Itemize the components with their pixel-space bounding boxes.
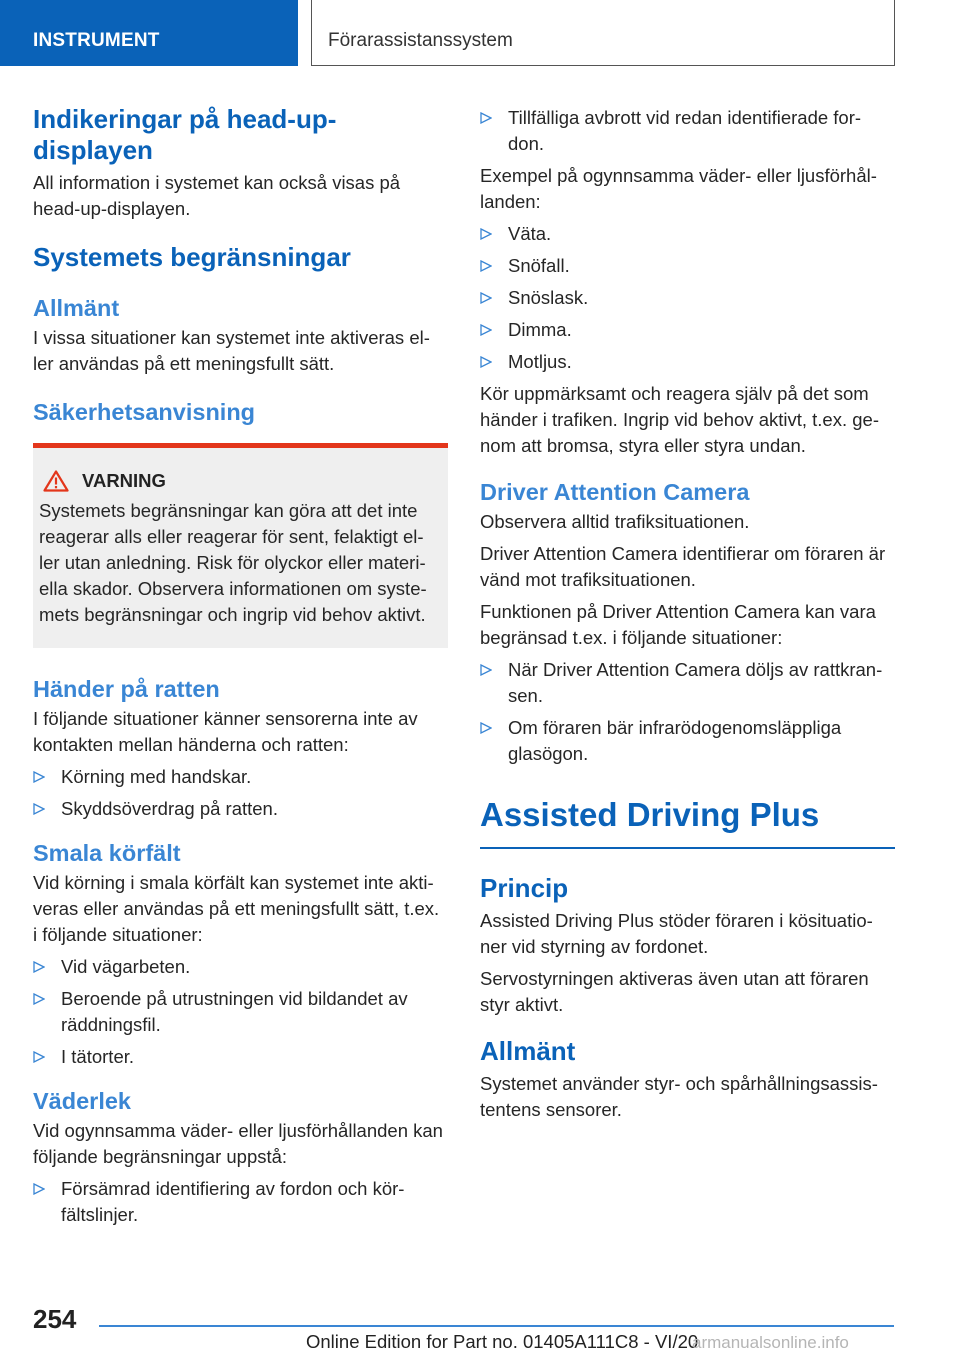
- list-weather: [33, 1176, 448, 1228]
- paragraph-weather: Vid ogynnsamma väder- eller ljusförhållanden kan följande begränsningar uppstå:: [33, 1120, 443, 1167]
- bullet-icon: [33, 803, 45, 815]
- heading-hands-on-wheel: Händer på ratten: [33, 676, 220, 702]
- bullet-icon: [480, 664, 492, 676]
- bullet-icon: [480, 260, 492, 272]
- watermark-text: armanualsonline.info: [692, 1333, 849, 1352]
- paragraph-attention: Kör uppmärksamt och reagera själv på det som händer i trafiken. Ingrip vid behov aktivt, t.ex. ge-nom att bromsa, styra eller styra undan.: [480, 383, 879, 456]
- heading-system-limits: Systemets begränsningar: [33, 242, 351, 272]
- warning-text: Systemets begränsningar kan göra att det inte reagerar alls eller reagerar för sent, felaktigt el-ler utan anledning. Risk för olyckor eller materi-ella skador. Observera informationen om syste-mets begränsningar och ingrip vid behov aktivt.: [39, 500, 427, 625]
- warning-header: [39, 468, 441, 494]
- heading-principle: Princip: [480, 873, 569, 903]
- list-item: Tillfälliga avbrott vid redan identifierade for-don.: [480, 105, 895, 157]
- heading-general-2: Allmänt: [480, 1036, 576, 1066]
- list-examples: [480, 221, 895, 375]
- bullet-icon: [33, 961, 45, 973]
- warning-box: [33, 443, 448, 648]
- heading-assisted-driving-plus: Assisted Driving Plus: [480, 796, 820, 833]
- page-header: [0, 0, 960, 66]
- left-column: [33, 104, 448, 1234]
- paragraph-camera-2: Driver Attention Camera identifierar om föraren är vänd mot trafiksituationen.: [480, 543, 886, 590]
- list-item: Snöslask.: [480, 285, 895, 311]
- section-tab: [0, 0, 298, 66]
- heading-headup-display: Indikeringar på head-up-displayen: [33, 104, 337, 165]
- section-title: INSTRUMENT: [33, 30, 160, 51]
- list-item: Försämrad identifiering av fordon och kör-fältslinjer.: [33, 1176, 448, 1228]
- chapter-tab: [311, 0, 895, 66]
- bullet-icon: [33, 993, 45, 1005]
- bullet-icon: [480, 228, 492, 240]
- bullet-icon: [480, 722, 492, 734]
- right-column: [480, 105, 895, 1129]
- list-item: Snöfall.: [480, 253, 895, 279]
- list-item: Motljus.: [480, 349, 895, 375]
- bullet-icon: [480, 324, 492, 336]
- list-item: När Driver Attention Camera döljs av rattkran-sen.: [480, 657, 895, 709]
- list-item: Dimma.: [480, 317, 895, 343]
- footer-rule: [99, 1325, 894, 1327]
- bullet-icon: [480, 112, 492, 124]
- paragraph-examples: Exempel på ogynnsamma väder- eller ljusförhål-landen:: [480, 165, 877, 212]
- bullet-icon: [33, 771, 45, 783]
- list-item: Körning med handskar.: [33, 764, 448, 790]
- heading-rule: [480, 847, 895, 849]
- page-footer: [0, 1296, 960, 1362]
- list-item: Väta.: [480, 221, 895, 247]
- list-weather-continued: [480, 105, 895, 157]
- warning-triangle-icon: [43, 470, 69, 492]
- heading-safety-note: Säkerhetsanvisning: [33, 399, 256, 425]
- heading-narrow-lanes: Smala körfält: [33, 840, 181, 866]
- bullet-icon: [33, 1051, 45, 1063]
- list-hands: [33, 764, 448, 822]
- edition-text: Online Edition for Part no. 01405A111C8 - VI/20: [306, 1331, 699, 1352]
- list-camera: [480, 657, 895, 767]
- paragraph-hands: I följande situationer känner sensorerna inte av kontakten mellan händerna och ratten:: [33, 708, 418, 755]
- paragraph-narrow: Vid körning i smala körfält kan systemet inte akti-veras eller användas på ett meningsfullt sätt, t.ex. i följande situationer:: [33, 872, 440, 945]
- bullet-icon: [33, 1183, 45, 1195]
- heading-driver-attention-camera: Driver Attention Camera: [480, 479, 750, 505]
- paragraph-general: I vissa situationer kan systemet inte aktiveras el-ler användas på ett meningsfullt sätt.: [33, 327, 430, 374]
- bullet-icon: [480, 292, 492, 304]
- heading-weather: Väderlek: [33, 1088, 131, 1114]
- paragraph-principle-2: Servostyrningen aktiveras även utan att föraren styr aktivt.: [480, 968, 869, 1015]
- paragraph-headup: All information i systemet kan också visas på head-up-displayen.: [33, 172, 401, 219]
- page-number: 254: [33, 1304, 77, 1334]
- list-item: I tätorter.: [33, 1044, 448, 1070]
- list-item: Beroende på utrustningen vid bildandet av räddningsfil.: [33, 986, 448, 1038]
- paragraph-general-2: Systemet använder styr- och spårhållningsassis-tentens sensorer.: [480, 1073, 878, 1120]
- warning-title: VARNING: [82, 470, 166, 491]
- paragraph-camera-1: Observera alltid trafiksituationen.: [480, 511, 750, 532]
- paragraph-camera-3: Funktionen på Driver Attention Camera kan vara begränsad t.ex. i följande situationer:: [480, 601, 876, 648]
- list-narrow: [33, 954, 448, 1070]
- chapter-title: Förarassistanssystem: [328, 30, 513, 51]
- heading-general: Allmänt: [33, 295, 120, 321]
- list-item: Vid vägarbeten.: [33, 954, 448, 980]
- bullet-icon: [480, 356, 492, 368]
- list-item: Om föraren bär infrarödogenomsläppliga glasögon.: [480, 715, 895, 767]
- list-item: Skyddsöverdrag på ratten.: [33, 796, 448, 822]
- paragraph-principle-1: Assisted Driving Plus stöder föraren i kösituatio-ner vid styrning av fordonet.: [480, 910, 873, 957]
